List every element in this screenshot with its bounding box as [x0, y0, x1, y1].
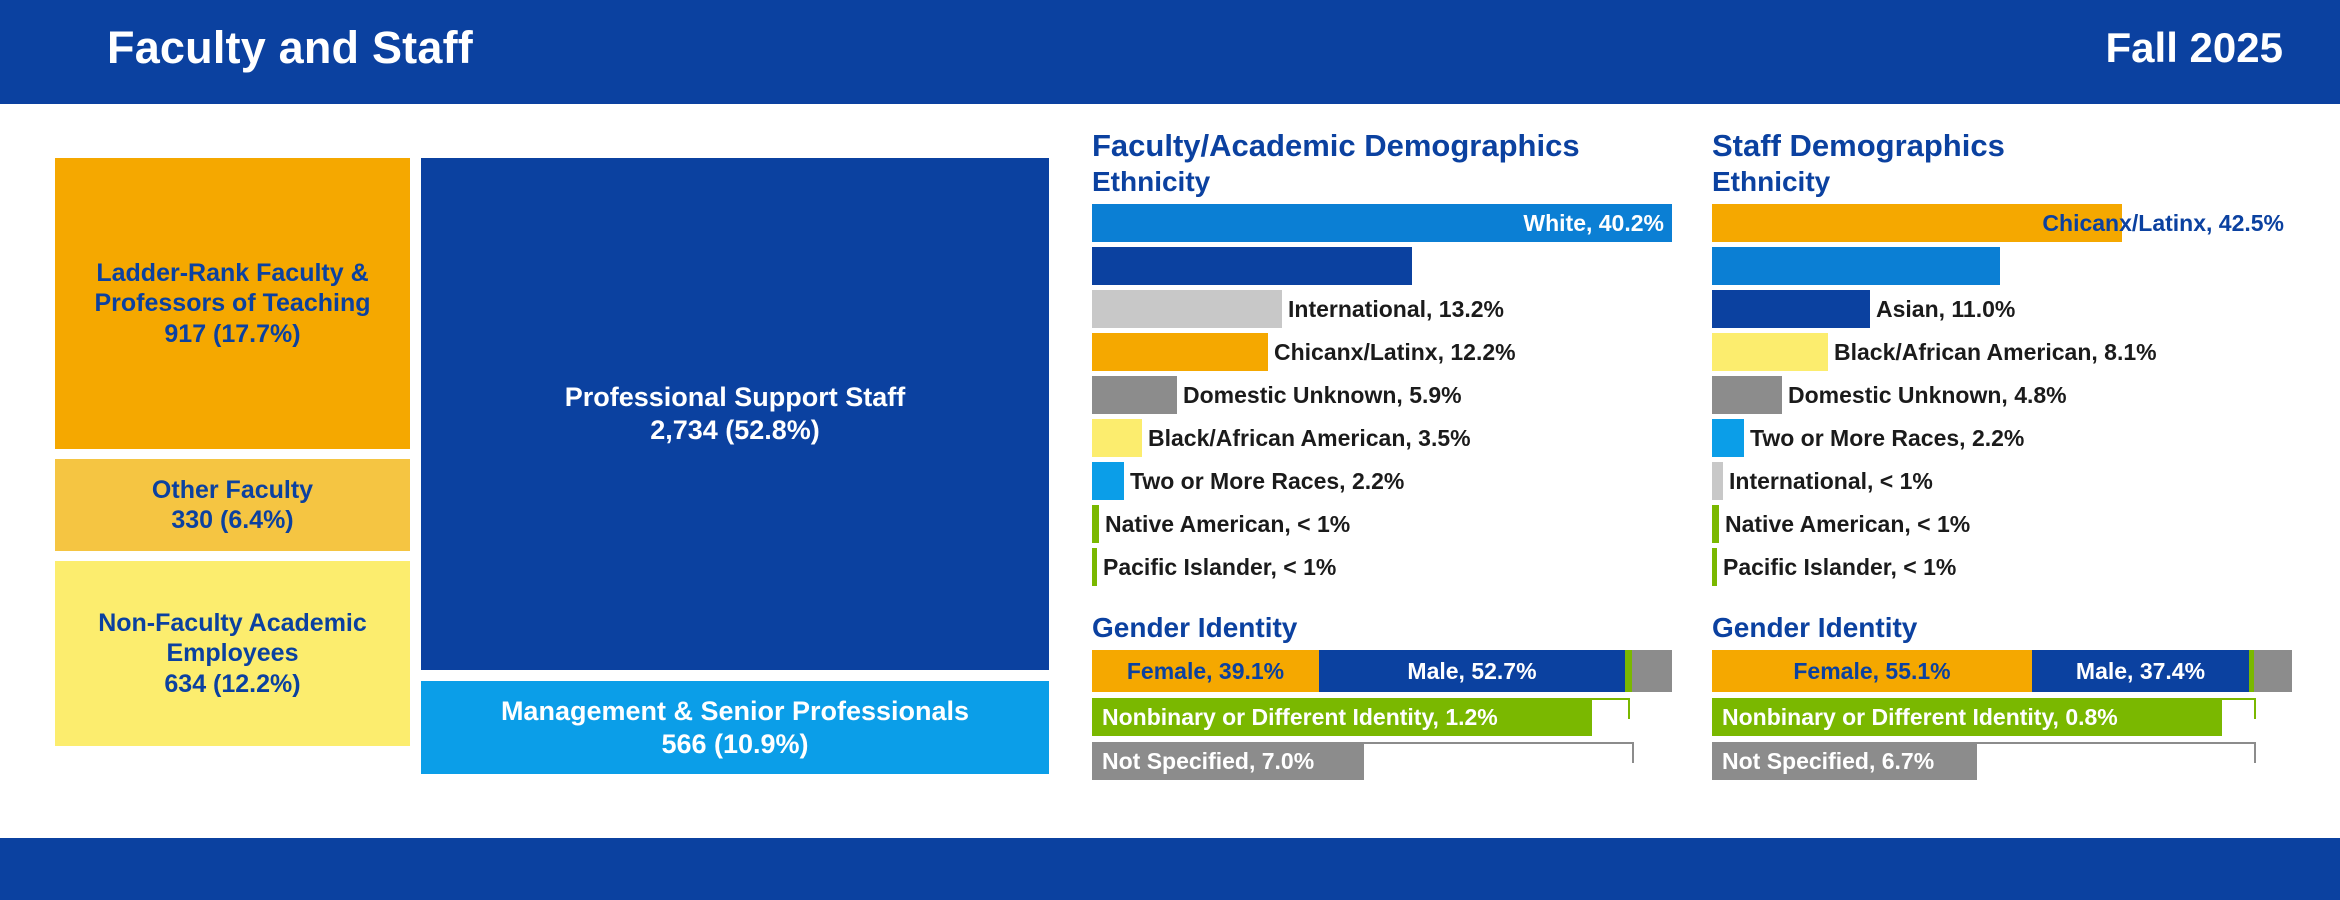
bar-fill-black-african-american [1712, 333, 1828, 371]
bar-label: Two or More Races, 2.2% [1750, 425, 2025, 451]
bar-fill-native-american [1712, 505, 1719, 543]
treemap-tile-value: 330 (6.4%) [171, 506, 294, 534]
faculty-panel-title: Faculty/Academic Demographics [1092, 128, 1580, 163]
treemap-tile-value: 566 (10.9%) [661, 728, 809, 759]
bar-label: Black/African American, 8.1% [1834, 339, 2157, 365]
bar-fill-chicanx-latinx [1092, 333, 1268, 371]
bar-row[interactable] [1712, 419, 2292, 457]
treemap-tile-label: Other Faculty [151, 475, 314, 504]
bar-fill-domestic-unknown [1712, 376, 1782, 414]
gender-callout-label: Not Specified, 6.7% [1712, 742, 1977, 780]
gender-callout-nonbinary[interactable] [1712, 698, 2292, 736]
faculty-gender-bars [1092, 650, 1672, 780]
bar-row[interactable] [1712, 548, 2292, 586]
bar-row[interactable] [1712, 505, 2292, 543]
bar-label: International, < 1% [1729, 468, 1933, 494]
gender-segment-female: Female, 39.1% [1092, 650, 1319, 692]
bar-row[interactable] [1092, 204, 1672, 242]
gender-callout-not-specified[interactable] [1712, 742, 2292, 780]
gender-segment-female: Female, 55.1% [1712, 650, 2032, 692]
staff-ethnicity-bars [1712, 204, 2292, 586]
bar-fill-international [1092, 290, 1282, 328]
gender-segment-not-specified [1632, 650, 1672, 692]
term-label: Fall 2025 [2105, 24, 2283, 71]
bar-label: Two or More Races, 2.2% [1130, 468, 1405, 494]
bar-row[interactable] [1712, 376, 2292, 414]
bar-fill-white [1712, 247, 2000, 285]
bar-fill-international [1712, 462, 1723, 500]
bar-row[interactable] [1712, 333, 2292, 371]
employee-category-treemap [55, 158, 1049, 784]
bar-row[interactable] [1092, 290, 1672, 328]
treemap-tile-value: 917 (17.7%) [164, 319, 301, 348]
treemap-tile-value: 634 (12.2%) [164, 669, 301, 698]
leader-line [1364, 742, 1634, 763]
gender-stacked-bar[interactable] [1712, 650, 2292, 692]
treemap-tile-professional-support-staff[interactable] [421, 158, 1049, 670]
bar-label: Pacific Islander, < 1% [1723, 554, 1957, 580]
bar-row[interactable] [1092, 333, 1672, 371]
faculty-ethnicity-bars [1092, 204, 1672, 586]
bar-fill-two-or-more-races [1092, 462, 1124, 500]
bar-row[interactable] [1092, 376, 1672, 414]
staff-gender-bars [1712, 650, 2292, 780]
bar-label: Pacific Islander, < 1% [1103, 554, 1337, 580]
bar-row[interactable] [1712, 247, 2292, 285]
bar-label: Asian, 22.2% [1523, 253, 1664, 279]
bar-fill-asian [1092, 247, 1412, 285]
gender-callout-label: Nonbinary or Different Identity, 0.8% [1712, 698, 2222, 736]
page-title: Faculty and Staff [107, 22, 473, 73]
bar-row[interactable] [1712, 204, 2292, 242]
bar-row[interactable] [1712, 290, 2292, 328]
gender-segment-male: Male, 37.4% [2032, 650, 2249, 692]
bar-label: White, 29.9% [2143, 253, 2284, 279]
bar-label: Native American, < 1% [1725, 511, 1971, 537]
bar-row[interactable] [1092, 247, 1672, 285]
bar-fill-domestic-unknown [1092, 376, 1177, 414]
bar-fill-black-african-american [1092, 419, 1142, 457]
bar-label: Asian, 11.0% [1876, 296, 2016, 322]
staff-panel-title: Staff Demographics [1712, 128, 2005, 163]
bar-fill-pacific-islander [1712, 548, 1717, 586]
bar-fill-two-or-more-races [1712, 419, 1744, 457]
bar-row[interactable] [1092, 419, 1672, 457]
gender-segment-nonbinary [1625, 650, 1632, 692]
treemap-tile-label: Ladder-Rank Faculty & Professors of Teaching [94, 258, 371, 318]
treemap-tile-ladder-rank-faculty[interactable] [55, 158, 410, 449]
bar-label: Chicanx/Latinx, 12.2% [1274, 339, 1516, 365]
faculty-demographics-panel [1092, 128, 1672, 780]
gender-segment-not-specified [2254, 650, 2292, 692]
bar-fill-pacific-islander [1092, 548, 1097, 586]
treemap-tile-non-faculty-academic[interactable] [55, 561, 410, 746]
bar-label: Native American, < 1% [1105, 511, 1351, 537]
leader-line [1977, 742, 2256, 763]
staff-ethnicity-title: Ethnicity [1712, 166, 1831, 197]
bar-fill-asian [1712, 290, 1870, 328]
page-header [0, 0, 2340, 104]
treemap-tile-label: Non-Faculty Academic Employees [98, 608, 367, 668]
bar-label: Domestic Unknown, 4.8% [1788, 382, 2067, 408]
bar-label: White, 40.2% [1523, 210, 1664, 236]
gender-segment-male: Male, 52.7% [1319, 650, 1625, 692]
gender-callout-label: Nonbinary or Different Identity, 1.2% [1092, 698, 1592, 736]
bar-label: International, 13.2% [1288, 296, 1505, 322]
treemap-tile-management-senior-professionals[interactable] [421, 681, 1049, 774]
treemap-tile-label: Management & Senior Professionals [500, 695, 970, 726]
staff-demographics-panel [1712, 128, 2292, 780]
bar-fill-native-american [1092, 505, 1099, 543]
faculty-ethnicity-title: Ethnicity [1092, 166, 1211, 197]
treemap-tile-label: Professional Support Staff [564, 382, 906, 413]
bar-label: Black/African American, 3.5% [1148, 425, 1471, 451]
faculty-gender-title: Gender Identity [1092, 612, 1298, 643]
leader-line [2222, 698, 2256, 719]
treemap-tile-other-faculty[interactable] [55, 459, 410, 551]
leader-line [1592, 698, 1630, 719]
treemap-tile-value: 2,734 (52.8%) [650, 415, 820, 445]
bar-row[interactable] [1092, 548, 1672, 586]
gender-callout-nonbinary[interactable] [1092, 698, 1672, 736]
page-footer-band [0, 838, 2340, 900]
bar-label: Chicanx/Latinx, 42.5% [2042, 210, 2284, 236]
gender-callout-not-specified[interactable] [1092, 742, 1672, 780]
gender-callout-label: Not Specified, 7.0% [1092, 742, 1364, 780]
staff-gender-title: Gender Identity [1712, 612, 1918, 643]
bar-row[interactable] [1092, 505, 1672, 543]
gender-stacked-bar[interactable] [1092, 650, 1672, 692]
bar-row[interactable] [1712, 462, 2292, 500]
bar-row[interactable] [1092, 462, 1672, 500]
bar-label: Domestic Unknown, 5.9% [1183, 382, 1462, 408]
